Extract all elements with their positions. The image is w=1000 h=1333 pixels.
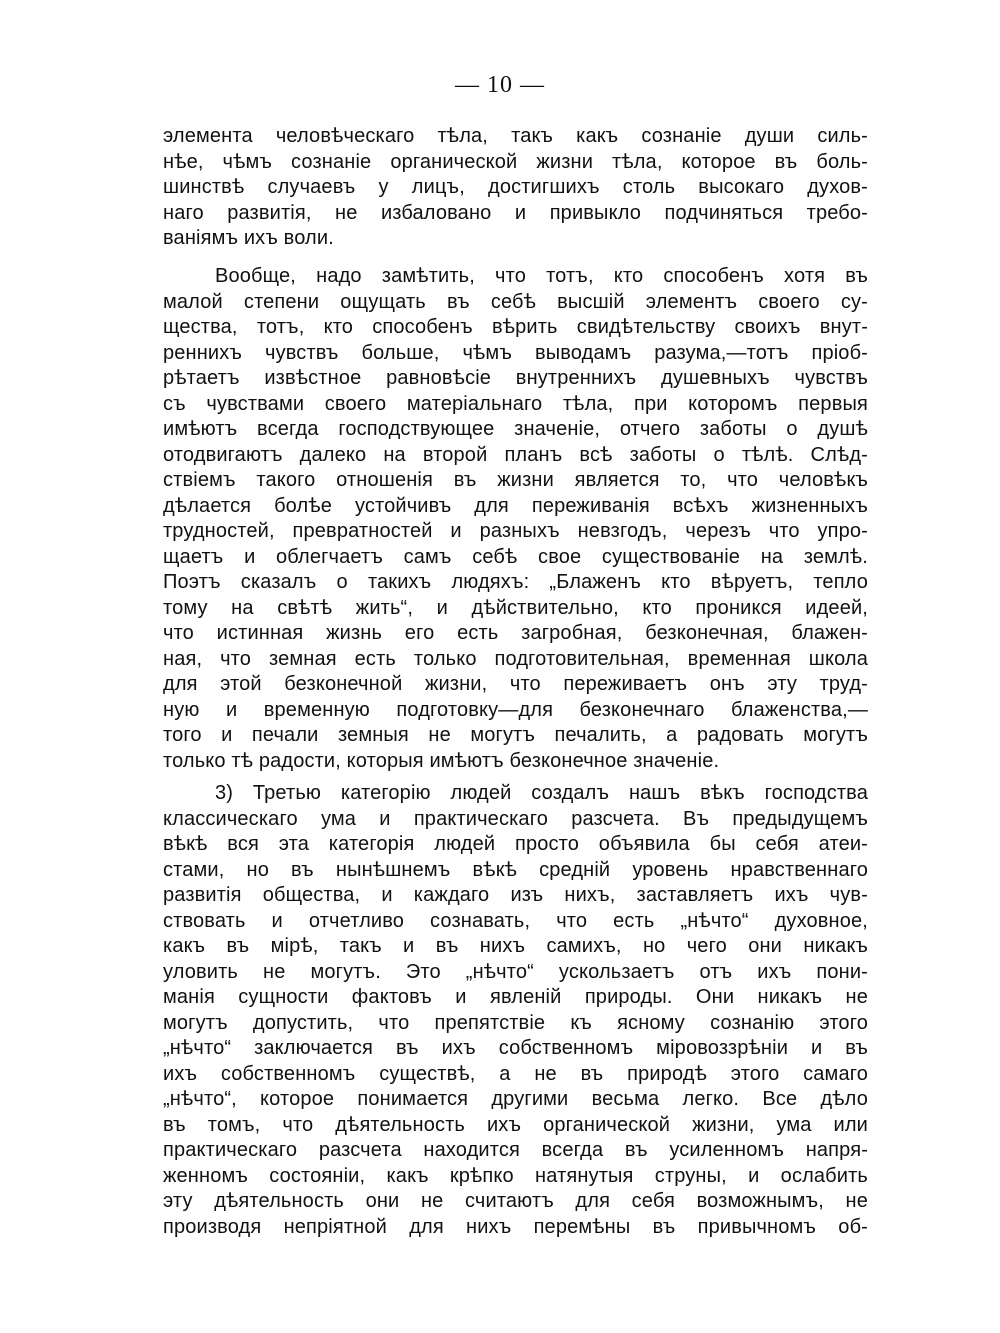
text-line: 3) Третью категорію людей создалъ нашъ вѣкъ господства	[215, 782, 868, 804]
text-line: могутъ допустить, что препятствіе къ ясному сознанію этого	[163, 1011, 868, 1034]
text-line: ствовать и отчетливо сознавать, что есть „нѣчто“ духовное,	[163, 909, 868, 932]
text-line: уловить не могутъ. Это „нѣчто“ ускользаетъ отъ ихъ пони-	[163, 960, 868, 983]
text-line: нѣе, чѣмъ сознаніе органической жизни тѣла, которое въ боль-	[163, 150, 868, 173]
text-line: эту дѣятельность они не считаютъ для себя возможнымъ, не	[163, 1190, 868, 1212]
text-line: реннихъ чувствъ больше, чѣмъ выводамъ разума,—тотъ пріоб-	[163, 341, 868, 364]
paragraph-1	[163, 124, 868, 252]
text-line: манія сущности фактовъ и явленій природы. Они никакъ не	[163, 986, 868, 1008]
text-line: съ чувствами своего матеріальнаго тѣла, при которомъ первыя	[163, 392, 868, 415]
text-line: ную и временную подготовку—для безконечнаго блаженства,—	[163, 698, 868, 721]
text-line: для этой безконечной жизни, что переживаетъ онъ эту труд-	[163, 673, 868, 695]
text-line: „нѣчто“, которое понимается другими весьма легко. Все дѣло	[163, 1088, 868, 1110]
text-line: что истинная жизнь его есть загробная, безконечная, блажен-	[163, 622, 868, 644]
text-line: ная, что земная есть только подготовительная, временная школа	[163, 647, 868, 670]
paragraph-3	[163, 781, 868, 1240]
text-line: ваніямъ ихъ воли.	[163, 227, 334, 249]
text-line: развитія общества, и каждаго изъ нихъ, заставляетъ ихъ чув-	[163, 884, 868, 906]
paragraph-2	[163, 264, 868, 774]
text-line: имѣютъ всегда господствующее значеніе, отчего заботы о душѣ	[163, 418, 868, 440]
text-line: малой степени ощущать въ себѣ высшій элементъ своего су-	[163, 290, 868, 313]
text-line: дѣлается болѣе устойчивъ для переживанія всѣхъ жизненныхъ	[163, 494, 868, 517]
text-line: „нѣчто“ заключается въ ихъ собственномъ міровоззрѣніи и въ	[163, 1037, 868, 1059]
text-line: ствіемъ такого отношенія въ жизни является то, что человѣкъ	[163, 469, 868, 491]
text-line: Вообще, надо замѣтить, что тотъ, кто способенъ хотя въ	[215, 265, 868, 287]
text-line: женномъ состояніи, какъ крѣпко натянутыя струны, и ослабить	[163, 1164, 868, 1187]
text-line: шинствѣ случаевъ у лицъ, достигшихъ столь высокаго духов-	[163, 176, 868, 198]
text-line: только тѣ радости, которыя имѣютъ безконечное значеніе.	[163, 749, 720, 772]
text-line: въ томъ, что дѣятельность ихъ органической жизни, ума или	[163, 1113, 868, 1136]
text-line: какъ въ мірѣ, такъ и въ нихъ самихъ, но чего они никакъ	[163, 935, 868, 957]
text-line: ихъ собственномъ существѣ, а не въ природѣ этого самаго	[163, 1062, 868, 1085]
text-line: наго развитія, не избаловано и привыкло подчиняться требо-	[163, 201, 868, 224]
text-line: вѣкѣ вся эта категорія людей просто объявила бы себя атеи-	[163, 833, 868, 855]
page-number: — 10 —	[455, 72, 545, 98]
text-line: отодвигаютъ далеко на второй планъ всѣ заботы о тѣлѣ. Слѣд-	[163, 443, 868, 466]
text-line: Поэтъ сказалъ о такихъ людяхъ: „Блаженъ кто вѣруетъ, тепло	[163, 571, 868, 593]
text-line: тому на свѣтѣ жить“, и дѣйствительно, кто проникся идеей,	[163, 596, 868, 619]
text-line: элемента человѣческаго тѣла, такъ какъ сознаніе души силь-	[163, 125, 868, 147]
text-line: производя непріятной для нихъ перемѣны въ привычномъ об-	[163, 1215, 868, 1238]
text-line: щаетъ и облегчаетъ самъ себѣ свое существованіе на землѣ.	[163, 545, 868, 568]
text-line: того и печали земныя не могутъ печалить, а радовать могутъ	[163, 724, 868, 746]
text-line: рѣтаетъ извѣстное равновѣсіе внутреннихъ душевныхъ чувствъ	[163, 367, 868, 389]
text-line: классическаго ума и практическаго разсчета. Въ предыдущемъ	[163, 807, 868, 830]
text-line: практическаго разсчета находится всегда въ усиленномъ напря-	[163, 1139, 868, 1161]
text-line: стами, но въ нынѣшнемъ вѣкѣ средній уровень нравственнаго	[163, 858, 868, 881]
text-line: трудностей, превратностей и разныхъ невзгодъ, черезъ что упро-	[163, 520, 868, 542]
text-line: щества, тотъ, кто способенъ вѣрить свидѣтельству своихъ внут-	[163, 316, 868, 338]
